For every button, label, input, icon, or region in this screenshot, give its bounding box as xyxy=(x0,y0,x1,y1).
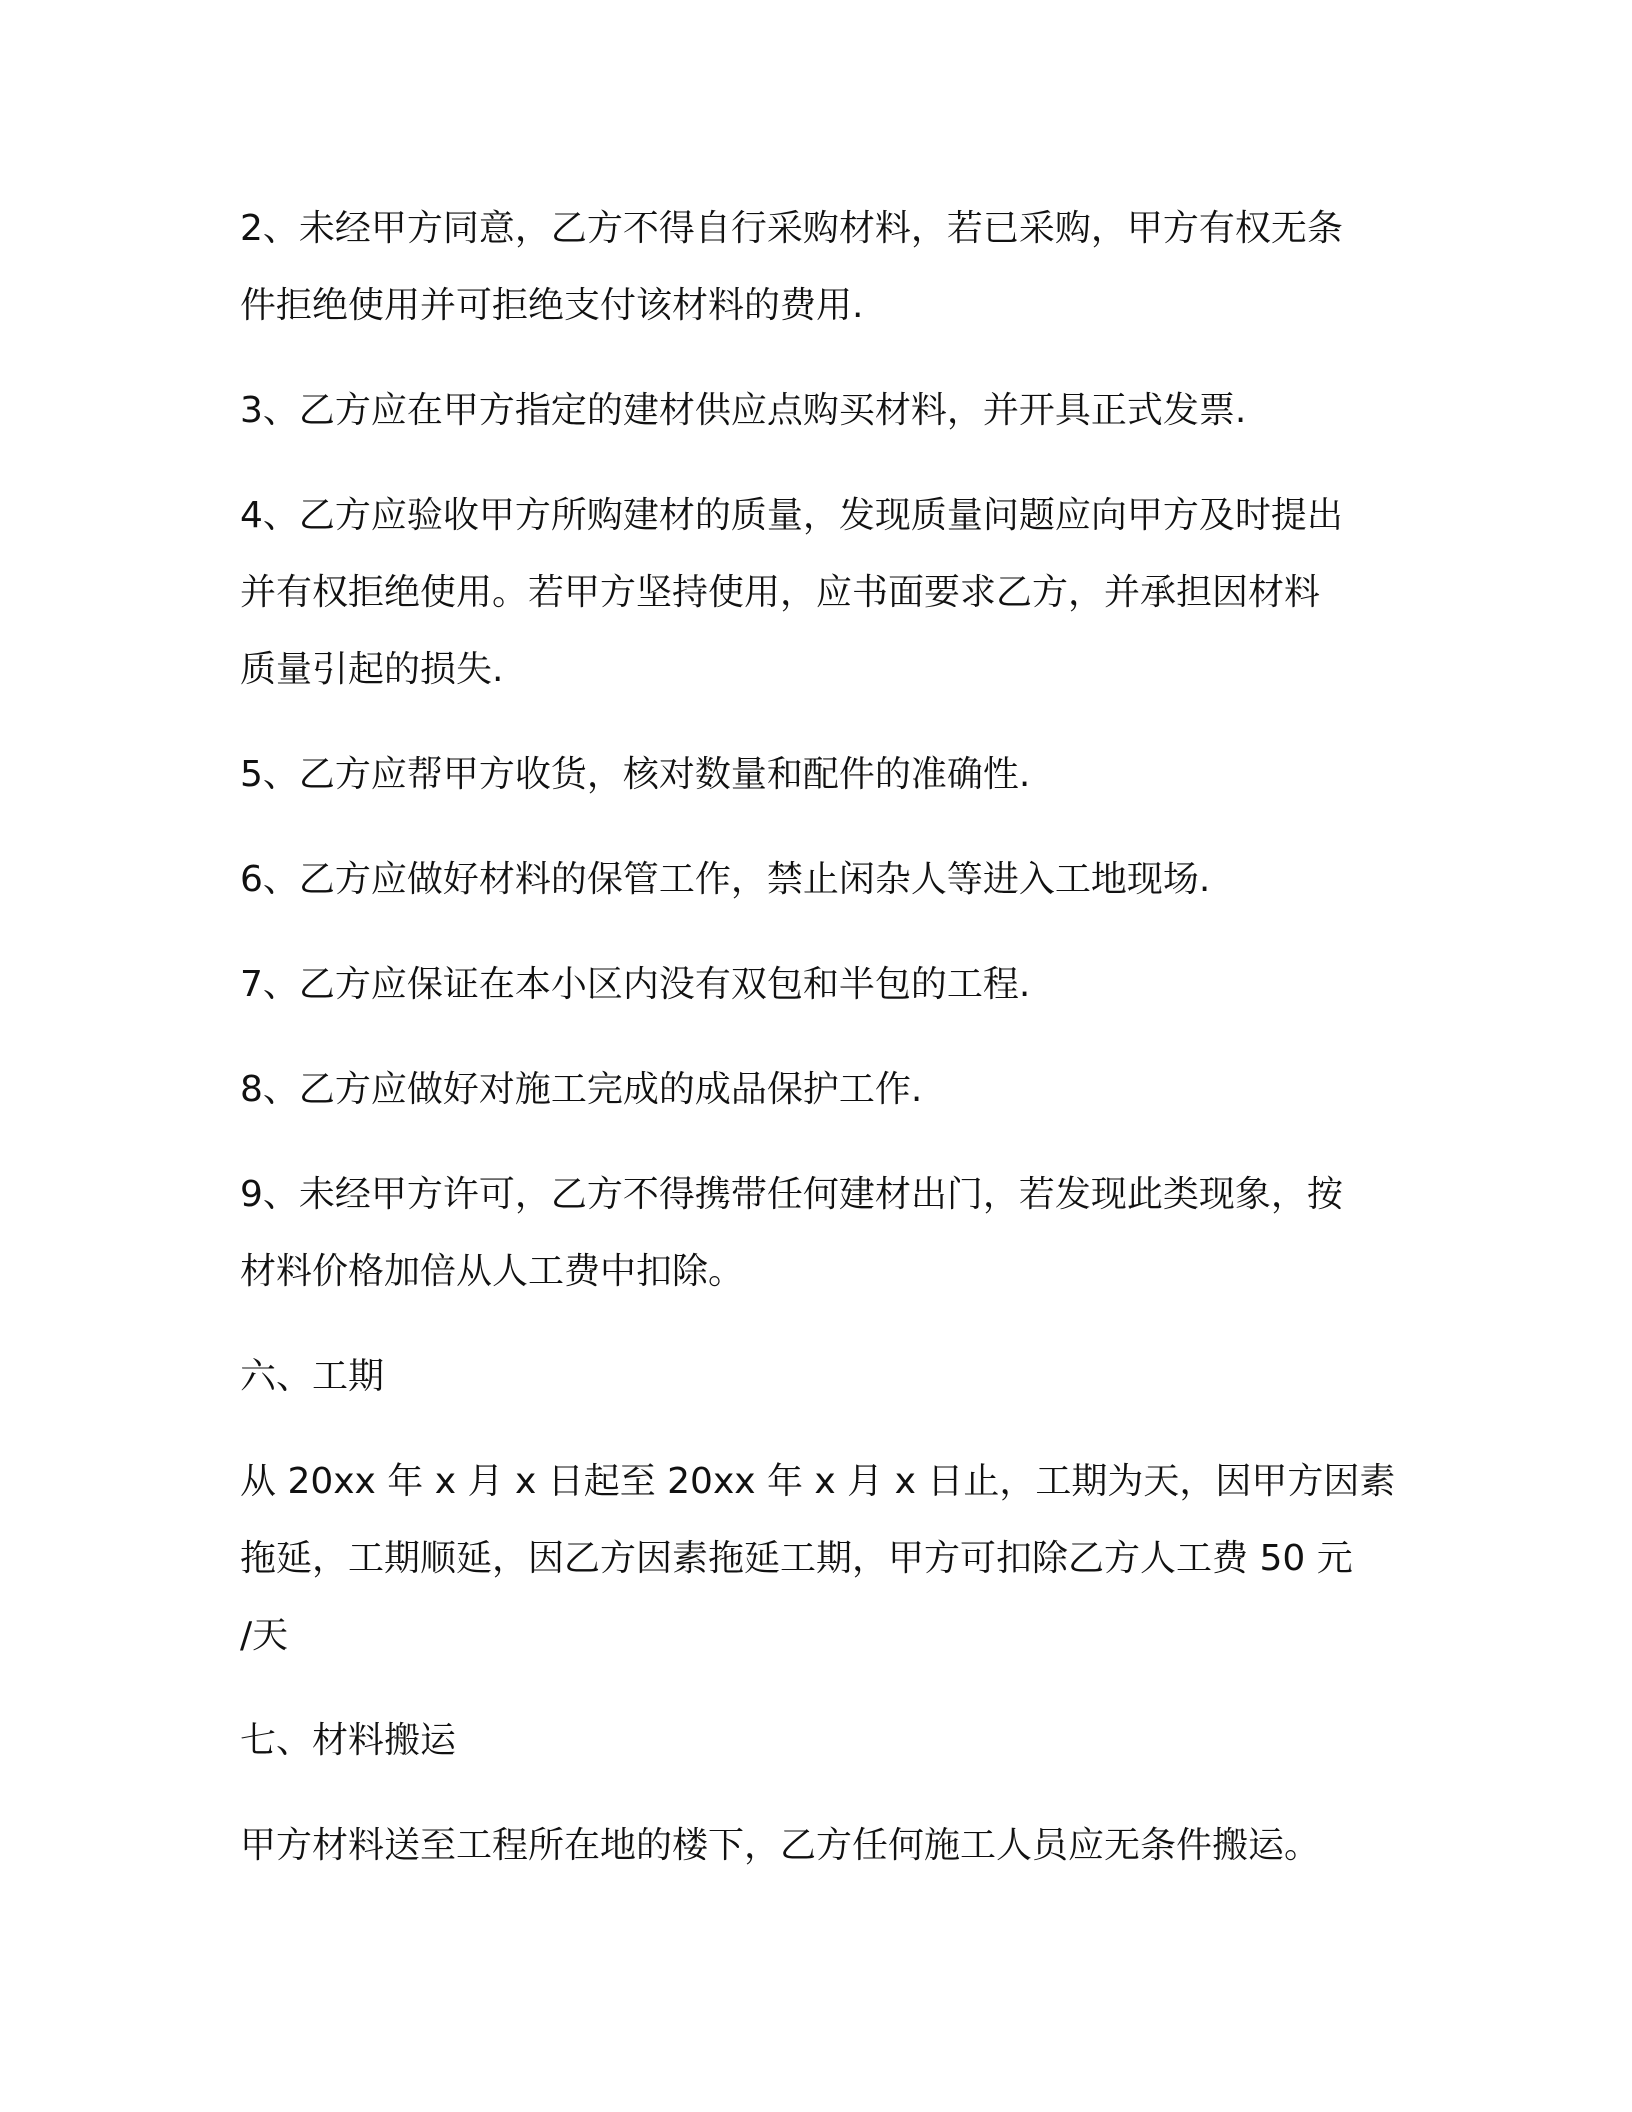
text-line: 并有权拒绝使用。若甲方坚持使用，应书面要求乙方，并承担因材料 xyxy=(240,572,1321,613)
text-line: 6、乙方应做好材料的保管工作，禁止闲杂人等进入工地现场. xyxy=(240,859,1211,900)
text-line: 件拒绝使用并可拒绝支付该材料的费用. xyxy=(240,285,864,326)
text-line: 4、乙方应验收甲方所购建材的质量，发现质量问题应向甲方及时提出 xyxy=(240,495,1343,536)
text-line: 拖延，工期顺延，因乙方因素拖延工期，甲方可扣除乙方人工费 50 元 xyxy=(240,1538,1353,1579)
document-page xyxy=(240,190,1400,1912)
clause-8 xyxy=(240,1051,1400,1128)
text-line: 8、乙方应做好对施工完成的成品保护工作. xyxy=(240,1069,923,1110)
clause-3 xyxy=(240,372,1400,449)
section-heading-construction-period xyxy=(240,1338,1400,1415)
text-line: 质量引起的损失. xyxy=(240,649,504,690)
text-line: 9、未经甲方许可，乙方不得携带任何建材出门，若发现此类现象，按 xyxy=(240,1174,1343,1215)
text-line: 2、未经甲方同意，乙方不得自行采购材料，若已采购，甲方有权无条 xyxy=(240,208,1343,249)
text-line: 材料价格加倍从人工费中扣除。 xyxy=(240,1251,745,1292)
text-line: 3、乙方应在甲方指定的建材供应点购买材料，并开具正式发票. xyxy=(240,390,1247,431)
text-line: 甲方材料送至工程所在地的楼下，乙方任何施工人员应无条件搬运。 xyxy=(240,1825,1321,1866)
construction-period-text xyxy=(240,1443,1400,1674)
clause-4 xyxy=(240,477,1400,708)
text-line: 7、乙方应保证在本小区内没有双包和半包的工程. xyxy=(240,964,1031,1005)
material-transport-text xyxy=(240,1807,1400,1884)
clause-9 xyxy=(240,1156,1400,1310)
section-heading-material-transport xyxy=(240,1702,1400,1779)
text-line: /天 xyxy=(240,1615,289,1656)
section-heading: 七、材料搬运 xyxy=(240,1720,457,1761)
section-heading: 六、工期 xyxy=(240,1356,385,1397)
clause-5 xyxy=(240,736,1400,813)
clause-2 xyxy=(240,190,1400,344)
text-line: 从 20xx 年 x 月 x 日起至 20xx 年 x 月 x 日止，工期为天，因甲方因素 xyxy=(240,1461,1396,1502)
text-line: 5、乙方应帮甲方收货，核对数量和配件的准确性. xyxy=(240,754,1031,795)
clause-7 xyxy=(240,946,1400,1023)
clause-6 xyxy=(240,841,1400,918)
